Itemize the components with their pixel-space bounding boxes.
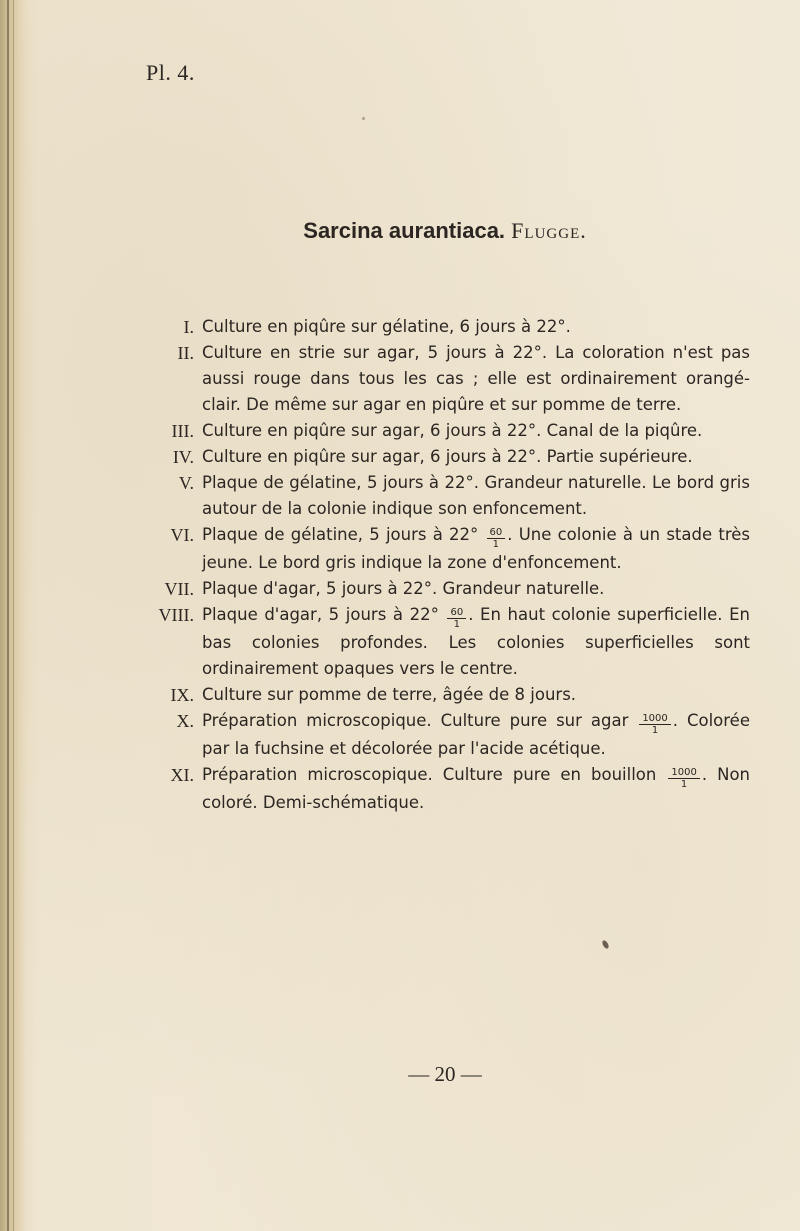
legend-entry-text: Culture en piqûre sur agar, 6 jours à 22°. Partie supérieure. [202, 447, 693, 466]
legend-entry-text: Culture sur pomme de terre, âgée de 8 jours. [202, 685, 577, 704]
legend-entry-text: . Non coloré. Demi-schématique. [202, 765, 750, 812]
plate-label: Pl. 4. [146, 60, 195, 85]
legend-entry-text: Plaque de gélatine, 5 jours à 22°. Grandeur naturelle. Le bord gris autour de la colonie indique son enfoncement. [202, 473, 750, 518]
fraction-denominator: 1 [680, 779, 688, 790]
legend-entry-text: . En haut colonie superficielle. En bas colonies profondes. Les colonies superficielles sont ordinairement opaques vers le centre. [202, 605, 750, 678]
legend-entry [130, 762, 750, 816]
page-binding-edge [0, 0, 26, 1231]
legend-entry-number: V. [178, 473, 194, 493]
legend-entry-text: Culture en piqûre sur gélatine, 6 jours à 22°. [202, 317, 571, 336]
legend-entry-number: I. [183, 317, 194, 337]
legend-entry-number: XI. [170, 765, 194, 785]
magnification-fraction [639, 713, 670, 736]
fraction-numerator: 60 [447, 607, 466, 619]
legend-entry [130, 444, 750, 470]
fraction-denominator: 1 [492, 539, 500, 550]
legend-entry-number: IV. [172, 447, 194, 467]
legend-entry [130, 708, 750, 762]
page-title [0, 218, 800, 244]
legend-entry [130, 682, 750, 708]
fraction-denominator: 1 [651, 725, 659, 736]
ink-speck [601, 939, 610, 949]
fraction-numerator: 1000 [639, 713, 670, 725]
legend-entry-text: Préparation microscopique. Culture pure sur agar [202, 711, 638, 730]
legend-entry-number: IX. [170, 685, 194, 705]
legend-entry-number: VII. [164, 579, 194, 599]
legend-entry [130, 470, 750, 522]
legend-entry-number: III. [171, 421, 194, 441]
legend-entry [130, 576, 750, 602]
legend-entry-number: X. [176, 711, 194, 731]
author-name: Flugge. [511, 218, 587, 243]
legend-entry-number: VIII. [158, 605, 194, 625]
legend-entry-text: . Colorée par la fuchsine et décolorée par l'acide acétique. [202, 711, 750, 758]
legend-entry-number: VI. [170, 525, 194, 545]
ink-speck [362, 117, 365, 120]
legend-entry-text: Plaque de gélatine, 5 jours à 22° [202, 525, 485, 544]
legend-entry-text: Plaque d'agar, 5 jours à 22°. Grandeur naturelle. [202, 579, 605, 598]
magnification-fraction [447, 607, 466, 630]
legend-entry [130, 418, 750, 444]
legend-entry-text: Plaque d'agar, 5 jours à 22° [202, 605, 446, 624]
legend-entry [130, 522, 750, 576]
legend-entry-text: Préparation microscopique. Culture pure en bouillon [202, 765, 667, 784]
legend-entry-number: II. [177, 343, 194, 363]
page-number: — 20 — [408, 1062, 482, 1086]
legend-entry-text: Culture en piqûre sur agar, 6 jours à 22°. Canal de la piqûre. [202, 421, 703, 440]
magnification-fraction [487, 527, 506, 550]
legend-entry [130, 314, 750, 340]
fraction-numerator: 60 [487, 527, 506, 539]
species-name: Sarcina aurantiaca. [303, 218, 506, 243]
fraction-denominator: 1 [453, 619, 461, 630]
legend-entry-text: Culture en strie sur agar, 5 jours à 22°. La coloration n'est pas aussi rouge dans tous les cas ; elle est ordinairement orangé-clair. De même sur agar en piqûre et sur pomme de terre. [202, 343, 750, 414]
figure-legend-list [130, 314, 750, 816]
legend-entry [130, 602, 750, 682]
fraction-numerator: 1000 [668, 767, 699, 779]
legend-entry-text: . Une colonie à un stade très jeune. Le bord gris indique la zone d'enfoncement. [202, 525, 750, 572]
magnification-fraction [668, 767, 699, 790]
legend-entry [130, 340, 750, 418]
